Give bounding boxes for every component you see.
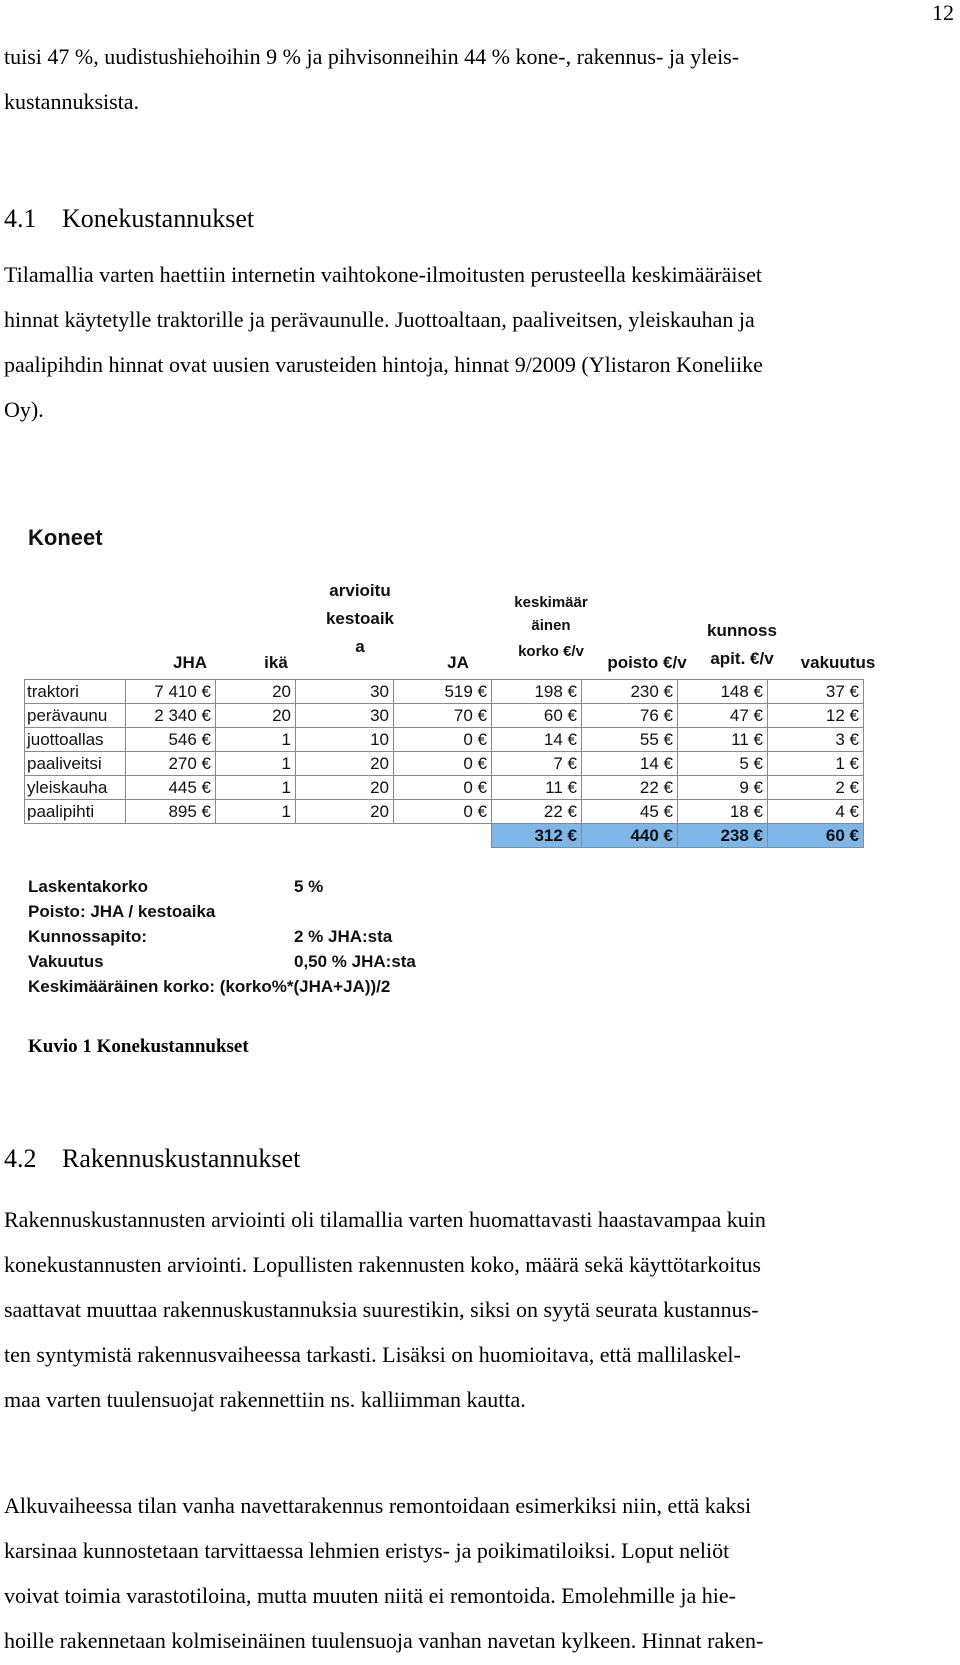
machine-cost-figure <box>24 525 954 1005</box>
table-cell: 55 € <box>582 728 678 752</box>
assumption-notes <box>28 877 416 1002</box>
table-row <box>25 728 864 752</box>
table-cell: 1 <box>216 752 296 776</box>
section-heading-4-2 <box>4 1144 300 1174</box>
table-cell: 445 € <box>126 776 216 800</box>
row-label: juottoallas <box>25 728 126 752</box>
total-cell: 60 € <box>768 824 864 848</box>
note-label: Poisto: JHA / kestoaika <box>28 902 216 921</box>
row-label: traktori <box>25 680 126 704</box>
table-cell: 76 € <box>582 704 678 728</box>
header-line: apit. €/v <box>710 649 774 668</box>
text-line: Tilamallia varten haettiin internetin vaihtokone-ilmoitusten perusteella keskimääräiset <box>4 262 762 287</box>
table-cell: 0 € <box>394 800 492 824</box>
empty-cell <box>216 824 296 848</box>
header-poisto: poisto €/v <box>607 653 687 672</box>
text-line: Alkuvaiheessa tilan vanha navettarakennus remontoidaan esimerkiksi niin, että kaksi <box>4 1493 752 1518</box>
table-cell: 22 € <box>582 776 678 800</box>
note-row <box>28 902 390 927</box>
text-line: tuisi 47 %, uudistushiehoihin 9 % ja pihvisonneihin 44 % kone-, rakennus- ja yleis- <box>4 44 740 69</box>
empty-cell <box>126 824 216 848</box>
table-cell: 20 <box>216 680 296 704</box>
header-line: korko €/v <box>518 643 584 660</box>
figure-caption: Kuvio 1 Konekustannukset <box>28 1036 249 1057</box>
table-cell: 70 € <box>394 704 492 728</box>
header-kunnossapito <box>700 619 784 671</box>
note-label: Laskentakorko <box>28 877 148 896</box>
header-line: a <box>355 637 365 656</box>
table-row <box>25 704 864 728</box>
table-cell: 1 <box>216 776 296 800</box>
section-title: Rakennuskustannukset <box>62 1144 301 1173</box>
table-cell: 7 € <box>492 752 582 776</box>
table-cell: 20 <box>296 776 394 800</box>
table-cell: 198 € <box>492 680 582 704</box>
table-cell: 37 € <box>768 680 864 704</box>
table-cell: 5 € <box>678 752 768 776</box>
section-heading-4-1 <box>4 204 254 234</box>
text-line: hoille rakennetaan kolmiseinäinen tuulensuoja vanhan navetan kylkeen. Hinnat raken- <box>4 1628 764 1653</box>
table-cell: 148 € <box>678 680 768 704</box>
table-cell: 14 € <box>582 752 678 776</box>
header-vakuutus: vakuutus <box>800 653 876 672</box>
header-line: kestoaik <box>325 609 395 628</box>
table-cell: 60 € <box>492 704 582 728</box>
text-line: paalipihdin hinnat ovat uusien varusteiden hintoja, hinnat 9/2009 (Ylistaron Koneliike <box>4 352 763 377</box>
table-cell: 20 <box>296 800 394 824</box>
table-row <box>25 776 864 800</box>
table-cell: 1 <box>216 728 296 752</box>
table-cell: 519 € <box>394 680 492 704</box>
note-label: Kunnossapito: <box>28 927 147 946</box>
table-cell: 3 € <box>768 728 864 752</box>
table-cell: 14 € <box>492 728 582 752</box>
note-value: 0,50 % JHA:sta <box>294 952 416 971</box>
table-row <box>25 680 864 704</box>
section-number: 4.1 <box>4 204 37 233</box>
page-number: 12 <box>932 0 954 25</box>
text-line: kustannuksista. <box>4 89 140 114</box>
header-jha: JHA <box>172 653 207 672</box>
figure-title: Koneet <box>28 525 103 550</box>
table-cell: 9 € <box>678 776 768 800</box>
header-ja: JA <box>447 653 469 672</box>
header-line: kunnoss <box>707 621 777 640</box>
text-line: Rakennuskustannusten arviointi oli tilamallia varten huomattavasti haastavampaa kuin <box>4 1207 766 1232</box>
table-cell: 1 € <box>768 752 864 776</box>
note-row <box>28 977 390 1002</box>
table-cell: 12 € <box>768 704 864 728</box>
note-value: 2 % JHA:sta <box>294 927 393 946</box>
table-cell: 20 <box>296 752 394 776</box>
header-line: arvioitu <box>329 581 391 600</box>
note-row <box>28 952 416 977</box>
intro-paragraph <box>4 34 954 124</box>
empty-cell <box>25 824 126 848</box>
section-4-2-paragraph <box>4 1197 954 1422</box>
total-cell: 440 € <box>582 824 678 848</box>
header-line: äinen <box>531 617 571 634</box>
total-cell: 312 € <box>492 824 582 848</box>
table-row <box>25 752 864 776</box>
header-kestoaika <box>312 579 408 659</box>
row-label: yleiskauha <box>25 776 126 800</box>
table-cell: 47 € <box>678 704 768 728</box>
table-cell: 18 € <box>678 800 768 824</box>
table-cell: 0 € <box>394 776 492 800</box>
table-cell: 2 € <box>768 776 864 800</box>
table-cell: 230 € <box>582 680 678 704</box>
section-4-1-paragraph <box>4 252 954 432</box>
table-cell: 11 € <box>678 728 768 752</box>
header-ika: ikä <box>264 653 288 672</box>
table-cell: 20 <box>216 704 296 728</box>
table-cell: 0 € <box>394 752 492 776</box>
table-cell: 10 <box>296 728 394 752</box>
row-label: paaliveitsi <box>25 752 126 776</box>
table-cell: 270 € <box>126 752 216 776</box>
header-line: keskimäär <box>514 594 588 611</box>
table-cell: 2 340 € <box>126 704 216 728</box>
table-cell: 4 € <box>768 800 864 824</box>
machine-cost-table <box>24 679 864 848</box>
text-line: karsinaa kunnostetaan tarvittaessa lehmien eristys- ja poikimatiloiksi. Loput neliöt <box>4 1538 730 1563</box>
section-title: Konekustannukset <box>62 204 255 233</box>
empty-cell <box>394 824 492 848</box>
section-number: 4.2 <box>4 1144 37 1173</box>
row-label: perävaunu <box>25 704 126 728</box>
text-line: ten syntymistä rakennusvaiheessa tarkasti. Lisäksi on huomioitava, että mallilaskel- <box>4 1342 741 1367</box>
text-line: voivat toimia varastotiloina, mutta muuten niitä ei remontoida. Emolehmille ja hie- <box>4 1583 736 1608</box>
table-cell: 0 € <box>394 728 492 752</box>
note-label: Keskimääräinen korko: (korko%*(JHA+JA))/2 <box>28 977 391 996</box>
text-line: Oy). <box>4 397 44 422</box>
row-label: paalipihti <box>25 800 126 824</box>
note-value: 5 % <box>294 877 324 896</box>
text-line: maa varten tuulensuojat rakennettiin ns. kalliimman kautta. <box>4 1387 526 1412</box>
table-cell: 30 <box>296 704 394 728</box>
table-cell: 11 € <box>492 776 582 800</box>
table-cell: 7 410 € <box>126 680 216 704</box>
table-row <box>25 800 864 824</box>
note-row <box>28 927 393 952</box>
note-row <box>28 877 390 902</box>
table-cell: 22 € <box>492 800 582 824</box>
table-cell: 45 € <box>582 800 678 824</box>
note-label: Vakuutus <box>28 952 104 971</box>
text-line: saattavat muuttaa rakennuskustannuksia suurestikin, siksi on syytä seurata kustannus- <box>4 1297 759 1322</box>
empty-cell <box>296 824 394 848</box>
final-paragraph <box>4 1483 954 1663</box>
table-cell: 30 <box>296 680 394 704</box>
text-line: konekustannusten arviointi. Lopullisten rakennusten koko, määrä sekä käyttötarkoitus <box>4 1252 761 1277</box>
text-line: hinnat käytetylle traktorille ja perävaunulle. Juottoaltaan, paaliveitsen, yleiskauhan ja <box>4 307 755 332</box>
header-korko <box>508 591 594 663</box>
table-cell: 1 <box>216 800 296 824</box>
total-cell: 238 € <box>678 824 768 848</box>
table-cell: 895 € <box>126 800 216 824</box>
table-cell: 546 € <box>126 728 216 752</box>
totals-row <box>25 824 864 848</box>
